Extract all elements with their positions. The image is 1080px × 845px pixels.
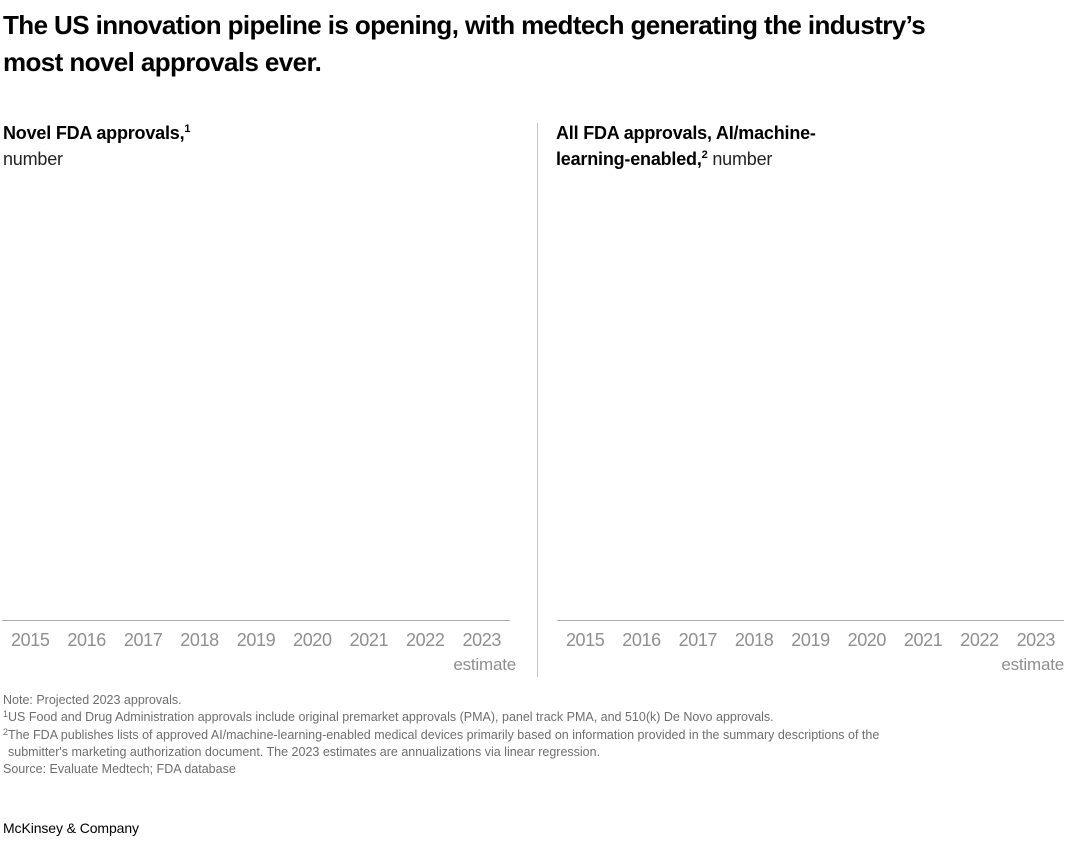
year-label: 2022 bbox=[406, 630, 445, 650]
left-plot-area bbox=[2, 170, 510, 619]
left-panel-footnote-marker: 1 bbox=[184, 123, 191, 135]
exhibit-title-line-1: The US innovation pipeline is opening, with medtech generating the industry’s bbox=[3, 10, 926, 40]
footnote-1-text: US Food and Drug Administration approvals include original premarket approvals (PMA), panel track PMA, and 510(k) De Novo approvals. bbox=[8, 710, 774, 725]
year-label: 2019 bbox=[791, 630, 830, 650]
year-label: 2015 bbox=[10, 630, 50, 650]
year-label: 2023 bbox=[462, 630, 501, 650]
year-label: 2021 bbox=[903, 630, 943, 650]
exhibit-title bbox=[3, 7, 925, 81]
year-label: 2017 bbox=[123, 630, 163, 650]
right-x-axis-line bbox=[557, 620, 1064, 621]
left-x-axis-line bbox=[2, 620, 510, 621]
mckinsey-brand-footer: McKinsey & Company bbox=[3, 820, 139, 836]
year-label: 2020 bbox=[847, 630, 887, 650]
footnote-1 bbox=[3, 709, 879, 726]
year-label: 2020 bbox=[293, 630, 332, 650]
left-panel-heading bbox=[3, 120, 190, 172]
year-label: 2018 bbox=[734, 630, 774, 650]
exhibit-title-line-2: most novel approvals ever. bbox=[3, 47, 322, 77]
footnote-2-line-2: submitter's marketing authorization document. The 2023 estimates are annualizations via linear regression. bbox=[8, 744, 601, 759]
panel-divider bbox=[537, 123, 538, 677]
footnote-2-text-1: The FDA publishes lists of approved AI/machine-learning-enabled medical devices primarily based on information provided in the summary descriptions of the bbox=[8, 727, 880, 742]
year-label: 2022 bbox=[960, 630, 999, 650]
left-panel-heading-bold bbox=[3, 120, 190, 146]
year-label: 2015 bbox=[565, 630, 605, 650]
footnote-2-line-1 bbox=[3, 727, 879, 744]
year-label: 2019 bbox=[236, 630, 276, 650]
right-x-axis-labels bbox=[557, 630, 1064, 651]
footnote-1-marker: 1 bbox=[3, 709, 9, 720]
left-panel-heading-text: Novel FDA approvals, bbox=[3, 123, 185, 143]
year-label: 2023 bbox=[1016, 630, 1056, 650]
year-label: 2017 bbox=[678, 630, 718, 650]
right-panel-heading bbox=[556, 120, 816, 172]
footnote-2-marker: 2 bbox=[3, 726, 9, 737]
year-label: 2016 bbox=[622, 630, 661, 650]
year-label: 2016 bbox=[67, 630, 106, 650]
year-label: 2021 bbox=[349, 630, 389, 650]
note-line: Note: Projected 2023 approvals. bbox=[3, 693, 182, 707]
year-label: 2018 bbox=[180, 630, 219, 650]
right-panel-heading-line-2 bbox=[556, 146, 816, 172]
left-panel-unit-label: number bbox=[3, 149, 63, 169]
left-x-axis-labels bbox=[2, 630, 510, 651]
right-panel-footnote-marker: 2 bbox=[701, 149, 708, 161]
right-plot-area bbox=[557, 170, 1064, 619]
right-estimate-label: estimate bbox=[1001, 655, 1064, 674]
right-panel-heading-text: learning-enabled, bbox=[556, 149, 702, 169]
source-line: Source: Evaluate Medtech; FDA database bbox=[3, 762, 236, 777]
footnotes-block bbox=[3, 692, 879, 778]
right-panel-heading-line-1: All FDA approvals, AI/machine- bbox=[556, 123, 816, 143]
left-estimate-label: estimate bbox=[453, 655, 516, 674]
right-panel-unit-label: number bbox=[712, 149, 773, 169]
